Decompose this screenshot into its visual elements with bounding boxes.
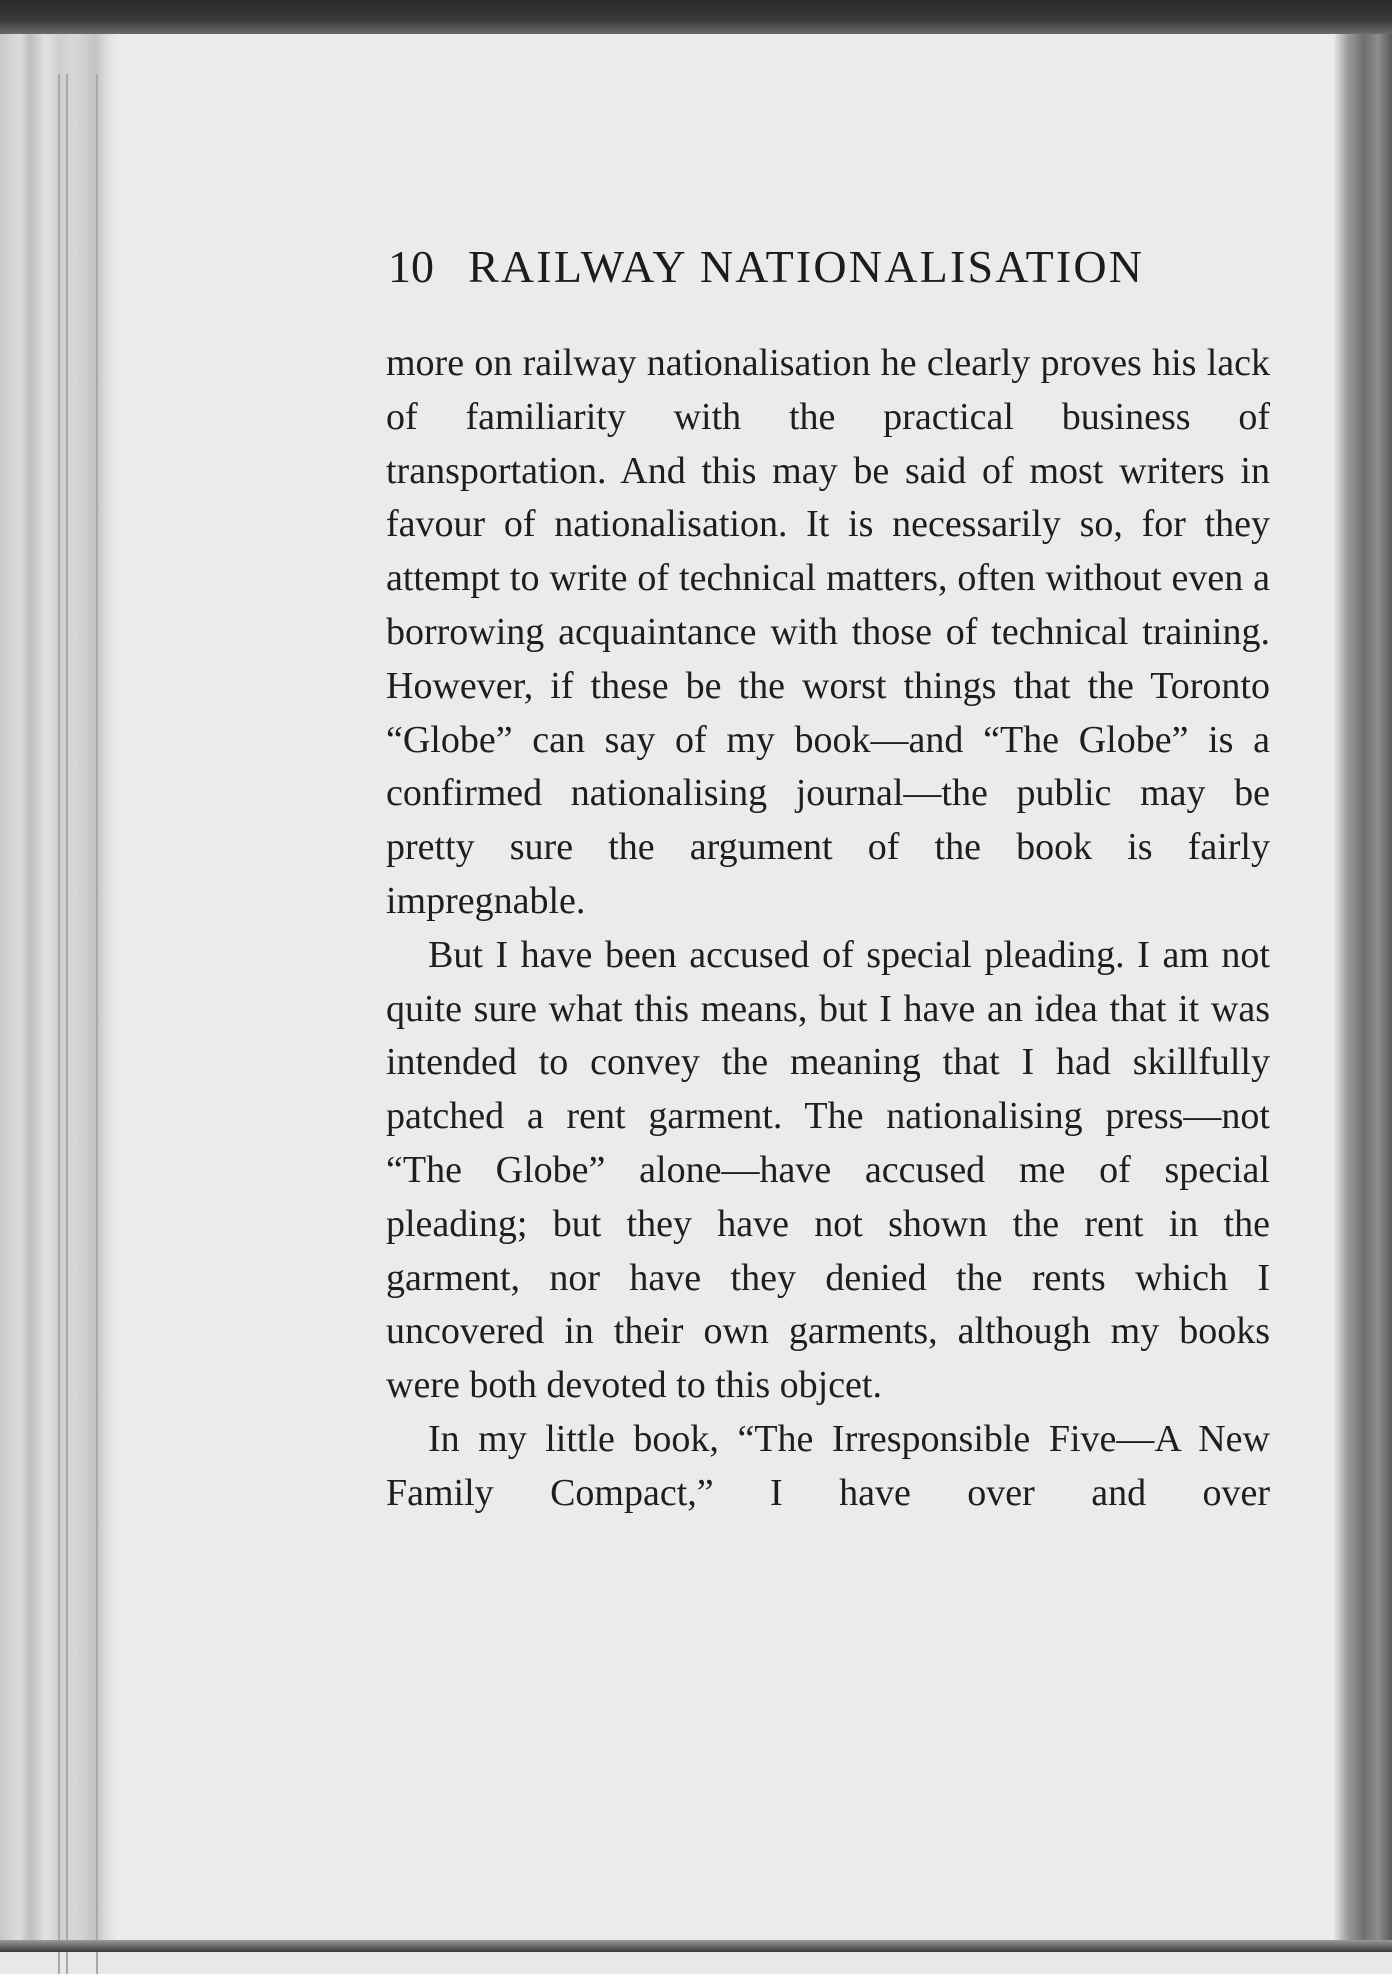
paragraph: more on railway nationalisation he clearly proves his lack of familiarity with the practical business of transportation. And this may be said of most writers in favour of nationalisation. It is necessarily so, for they attempt to write of technical matters, often without even a borrowing acquaintance with those of technical training. However, if these be the worst things that the Toronto “Globe” can say of my book—and “The Globe” is a confirmed nationalising journal—the public may be pretty sure the argument of the book is fairly impregnable.: [386, 342, 1270, 922]
paragraph: In my little book, “The Irresponsible Five—A New Family Compact,” I have over and over: [386, 1417, 1270, 1514]
scan-bottom-edge: [0, 1940, 1392, 1952]
body-text: [386, 337, 1270, 1521]
book-binding: [0, 34, 120, 1952]
binding-line: [66, 74, 68, 1974]
binding-line: [58, 74, 60, 1974]
page-number: 10: [388, 241, 434, 292]
scan-top-edge: [0, 0, 1392, 34]
running-title: RAILWAY NATIONALISATION: [468, 241, 1145, 292]
running-header: [388, 240, 1244, 300]
page-right-edge: [1334, 34, 1392, 1952]
binding-line: [96, 74, 98, 1974]
paragraph: But I have been accused of special pleading. I am not quite sure what this means, but I have an idea that it was intended to convey the meaning that I had skillfully patched a rent garment. The nationalising press—not “The Globe” alone—have accused me of special pleading; but they have not shown the rent in the garment, nor have they denied the rents which I uncovered in their own garments, although my books were both devoted to this objcet.: [386, 933, 1270, 1407]
